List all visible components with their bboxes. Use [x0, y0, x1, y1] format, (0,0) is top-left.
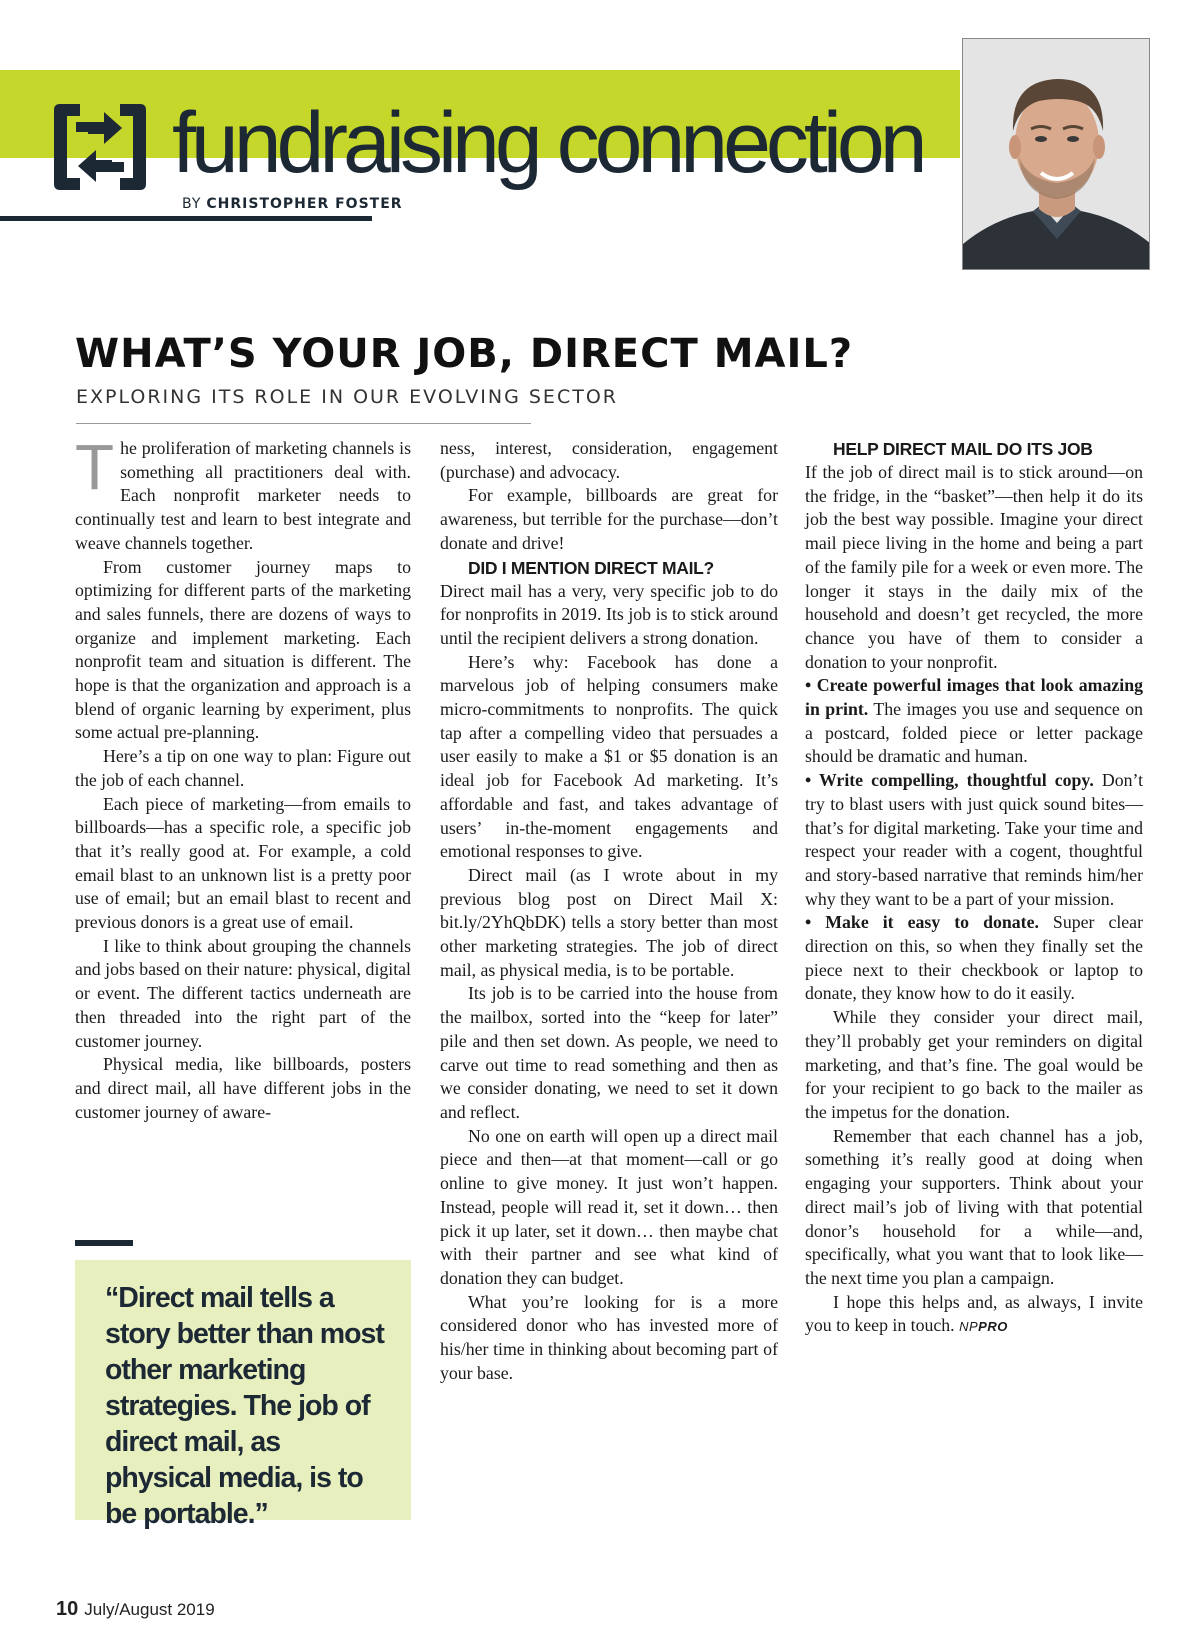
bullet-item: • Make it easy to donate. Super clear direction on this, so when they finally set the piece next to their checkbook or laptop to donate, they know how to do it easily. [805, 912, 1143, 1004]
article-subtitle: EXPLORING ITS ROLE IN OUR EVOLVING SECTOR [76, 386, 618, 408]
paragraph: ness, interest, consideration, engagement (purchase) and advocacy. [440, 438, 778, 482]
drop-cap: T [75, 431, 115, 503]
author-photo [962, 38, 1150, 270]
paragraph: I hope this helps and, as always, I invite you to keep in touch. NPPRO [805, 1291, 1143, 1336]
paragraph: No one on earth will open up a direct mail piece and then—at that moment—call or go online to give money. It just won’t happen. Instead, people will read it, set it down… then pick it up later, set it down… then maybe chat with their partner and see what kind of donation they can budget. [440, 1125, 778, 1288]
paragraph: Its job is to be carried into the house from the mailbox, sorted into the “keep for later” pile and then set down. As people, we need to carve out time to read something and then as we consider donating, we need to set it down and reflect. [440, 983, 778, 1122]
subtitle-rule [76, 423, 531, 424]
column-title: fundraising connection [172, 95, 923, 191]
paragraph: Direct mail (as I wrote about in my previous blog post on Direct Mail X: bit.ly/2YhQbDK) tells a story better than most other marketing strategies. The job of direct mail, as physical media, is to be portable. [440, 864, 778, 980]
paragraph: I like to think about grouping the channels and jobs based on their nature: physical, digital or event. The different tactics underneath are then threaded into the right part of the customer journey. [75, 935, 411, 1051]
section-heading: HELP DIRECT MAIL DO ITS JOB [833, 439, 1093, 459]
article-column-2 [440, 437, 778, 1385]
paragraph: Remember that each channel has a job, something it’s really good at doing when engaging your supporters. Think about your direct mail’s job of living with that potential donor’s household for a while—and, specifically, what you want that to look like—the next time you plan a campaign. [805, 1125, 1143, 1288]
paragraph: Each piece of marketing—from emails to billboards—has a specific role, a specific job that it’s really good at. For example, a cold email blast to an unknown list is a pretty poor use of email; but an email blast to recent and previous donors is a great use of email. [75, 793, 411, 933]
paragraph: While they consider your direct mail, they’ll probably get your reminders on digital marketing, and that’s fine. The goal would be for your recipient to go back to the mailer as the impetus for the donation. [805, 1007, 1143, 1122]
paragraph: From customer journey maps to optimizing for different parts of the marketing and sales funnels, there are dozens of ways to organize and implement marketing. Each nonprofit team and situation is different. The hope is that the organization and approach is a blend of organic learning by experiment, plus some actual pre-planning. [75, 556, 411, 743]
paragraph: Here’s why: Facebook has done a marvelous job of helping consumers make micro-commitments to nonprofits. The quick tap after a compelling video that persuades a user easily to make a $1 or $5 donation is an ideal job for Facebook Ad marketing. It’s affordable and fast, and takes advantage of users’ in-the-moment engagements and emotional responses to give. [440, 651, 778, 862]
byline [182, 196, 403, 212]
paragraph: Here’s a tip on one way to plan: Figure out the job of each channel. [75, 746, 411, 790]
paragraph: The proliferation of marketing channels is something all practitioners deal with. Each nonprofit marketer needs to continually test and learn to best integrate and weave channels together. [75, 431, 411, 553]
end-mark: NPPRO [959, 1319, 1008, 1335]
bullet-item: • Write compelling, thoughtful copy. Don’t try to blast users with just quick sound bites—that’s for digital marketing. Take your time and respect your reader with a cogent, thoughtful and story-based narrative that reminds him/her why they want to be a part of your mission. [805, 770, 1144, 909]
paragraph: For example, billboards are great for awareness, but terrible for the purchase—don’t donate and drive! [440, 485, 778, 553]
connection-logo-icon [50, 92, 150, 202]
pull-quote [75, 1260, 411, 1530]
byline-prefix: BY [182, 196, 202, 212]
paragraph: Physical media, like billboards, posters and direct mail, all have different jobs in the customer journey of aware- [75, 1054, 411, 1122]
page-number: 10 [56, 1598, 79, 1620]
paragraph: If the job of direct mail is to stick around—on the fridge, in the “basket”—then help it do its job the best way possible. Imagine your direct mail piece living in the home and being a part of the family pile for a week or even more. The longer it stays in the daily mix of the household and doesn’t get recycled, the more chance you have of them to consider a donation to your nonprofit. [805, 462, 1143, 672]
paragraph: What you’re looking for is a more considered donor who has invested more of his/her time in thinking about becoming part of your base. [440, 1291, 778, 1383]
article-column-1 [75, 431, 411, 1124]
paragraph: Direct mail has a very, very specific job to do for nonprofits in 2019. Its job is to stick around until the recipient delivers a strong donation. [440, 580, 778, 648]
bullet-lead: • Create powerful images that look amazing in print. [805, 675, 1143, 720]
section-heading: DID I MENTION DIRECT MAIL? [468, 557, 714, 578]
bullet-lead: • Make it easy to donate. [805, 912, 1039, 933]
page-folio [56, 1598, 215, 1621]
issue-date: July/August 2019 [84, 1600, 215, 1619]
article-column-3 [805, 437, 1143, 1339]
pull-quote-text: “Direct mail tells a story better than most other marketing strategies. The job of direct mail, as physical media, is to be portable.” [105, 1282, 384, 1530]
pull-quote-rule [75, 1240, 133, 1246]
author-name: CHRISTOPHER FOSTER [206, 196, 403, 212]
bullet-item: • Create powerful images that look amazing in print. The images you use and sequence on a postcard, folded piece or letter package should be dramatic and human. [805, 675, 1143, 767]
article-title: WHAT’S YOUR JOB, DIRECT MAIL? [75, 331, 854, 377]
header-rule [0, 216, 372, 221]
bullet-lead: • Write compelling, thoughtful copy. [805, 770, 1094, 791]
